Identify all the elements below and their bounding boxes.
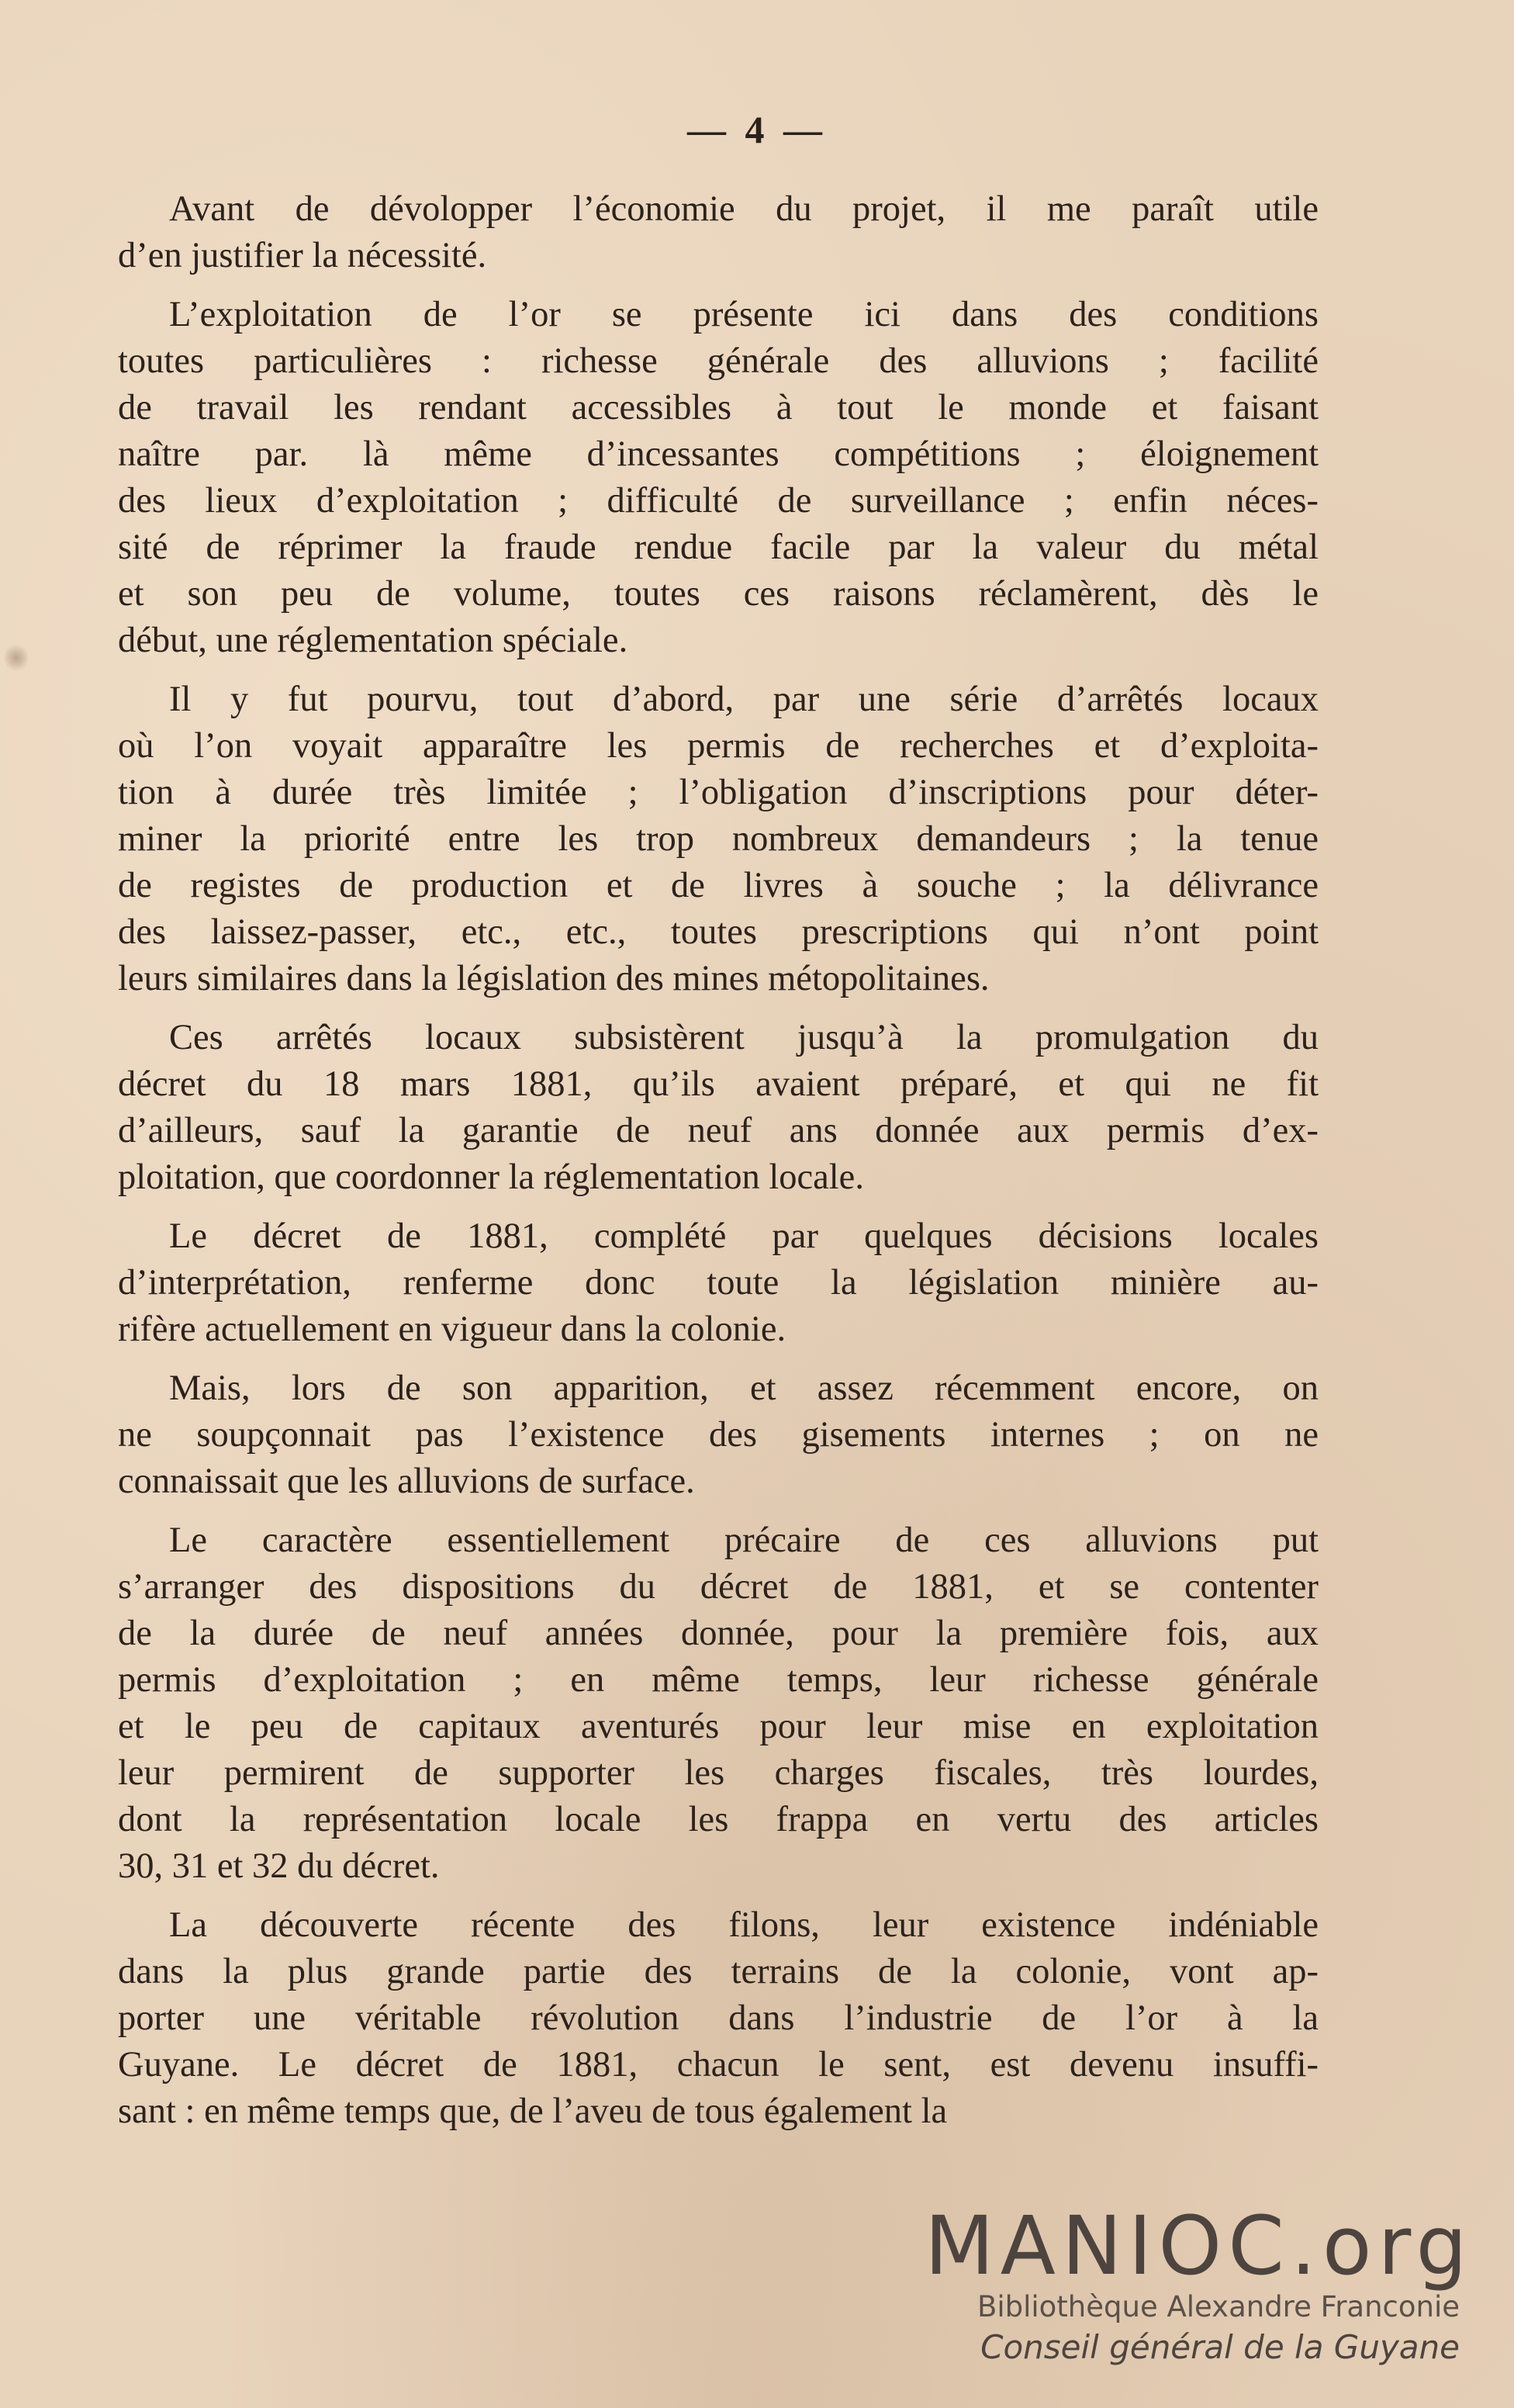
text-line: naître par. là même d’incessantes compétitions ; éloignement (118, 434, 1319, 474)
text-line: d’en justifier la nécessité. (118, 236, 487, 275)
text-line: Mais, lors de son apparition, et assez récemment encore, on (169, 1368, 1319, 1408)
text-line: tion à durée très limitée ; l’obligation d’inscriptions pour déter- (118, 773, 1319, 812)
paragraph-3 (118, 676, 1319, 1002)
stamp-library-name: Bibliothèque Alexandre Franconie (976, 2290, 1460, 2323)
page-number: — 4 — (687, 108, 827, 151)
text-line: dans la plus grande partie des terrains de la colonie, vont ap- (118, 1952, 1319, 1991)
paragraph-5 (118, 1213, 1319, 1353)
text-line: porter une véritable révolution dans l’industrie de l’or à la (118, 1998, 1319, 2038)
text-line: et le peu de capitaux aventurés pour leur mise en exploitation (118, 1707, 1319, 1746)
text-line: et son peu de volume, toutes ces raisons réclamèrent, dès le (118, 574, 1319, 614)
text-line: miner la priorité entre les trop nombreux demandeurs ; la tenue (118, 819, 1319, 859)
text-line: rifère actuellement en vigueur dans la colonie. (118, 1310, 786, 1349)
text-line: où l’on voyait apparaître les permis de recherches et d’exploita- (118, 726, 1319, 766)
text-line: Le caractère essentiellement précaire de ces alluvions put (169, 1521, 1319, 1560)
text-line: leur permirent de supporter les charges fiscales, très lourdes, (118, 1753, 1319, 1793)
text-line: de registes de production et de livres à souche ; la délivrance (118, 866, 1319, 905)
text-line: des lieux d’exploitation ; difficulté de surveillance ; enfin néces- (118, 481, 1319, 521)
text-line: de la durée de neuf années donnée, pour la première fois, aux (118, 1614, 1319, 1653)
text-line: ne soupçonnait pas l’existence des gisements internes ; on ne (118, 1415, 1319, 1455)
stamp-council-name: Conseil général de la Guyane (980, 2328, 1460, 2366)
text-line: connaissait que les alluvions de surface. (118, 1462, 695, 1501)
text-line: sité de réprimer la fraude rendue facile par la valeur du métal (118, 528, 1319, 567)
paragraph-2 (118, 292, 1319, 664)
text-line: toutes particulières : richesse générale des alluvions ; facilité (118, 341, 1319, 381)
body-text (118, 186, 1319, 2147)
text-line: dont la représentation locale les frappa en vertu des articles (118, 1800, 1319, 1839)
text-line: L’exploitation de l’or se présente ici dans des conditions (169, 295, 1319, 334)
text-line: 30, 31 et 32 du décret. (118, 1846, 440, 1886)
text-line: sant : en même temps que, de l’aveu de tous également la (118, 2091, 948, 2131)
text-line: des laissez-passer, etc., etc., toutes prescriptions qui n’ont point (118, 912, 1319, 952)
text-line: permis d’exploitation ; en même temps, leur richesse générale (118, 1660, 1319, 1700)
text-line: de travail les rendant accessibles à tout le monde et faisant (118, 388, 1319, 427)
text-line: Ces arrêtés locaux subsistèrent jusqu’à la promulgation du (169, 1018, 1319, 1057)
text-line: d’ailleurs, sauf la garantie de neuf ans donnée aux permis d’ex- (118, 1111, 1319, 1150)
paragraph-1 (118, 186, 1319, 279)
text-line: leurs similaires dans la législation des mines métopolitaines. (118, 959, 990, 998)
paragraph-4 (118, 1015, 1319, 1201)
manioc-logo: MANIOC.org (925, 2199, 1474, 2293)
text-line: s’arranger des dispositions du décret de 1881, et se contenter (118, 1567, 1319, 1607)
paragraph-7 (118, 1517, 1319, 1890)
text-line: début, une réglementation spéciale. (118, 621, 628, 660)
library-stamp (925, 2199, 1483, 2369)
text-line: décret du 18 mars 1881, qu’ils avaient préparé, et qui ne fit (118, 1064, 1319, 1104)
paper-speck (5, 642, 28, 673)
text-line: d’interprétation, renferme donc toute la législation minière au- (118, 1263, 1319, 1303)
text-line: La découverte récente des filons, leur existence indéniable (169, 1905, 1319, 1945)
text-line: ploitation, que coordonner la réglementation locale. (118, 1157, 864, 1197)
text-line: Le décret de 1881, complété par quelques décisions locales (169, 1216, 1319, 1256)
text-line: Guyane. Le décret de 1881, chacun le sent, est devenu insuffi- (118, 2045, 1319, 2085)
paragraph-8 (118, 1902, 1319, 2135)
text-line: Il y fut pourvu, tout d’abord, par une série d’arrêtés locaux (169, 680, 1319, 719)
text-line: Avant de dévolopper l’économie du projet, il me paraît utile (169, 189, 1319, 229)
paragraph-6 (118, 1365, 1319, 1505)
